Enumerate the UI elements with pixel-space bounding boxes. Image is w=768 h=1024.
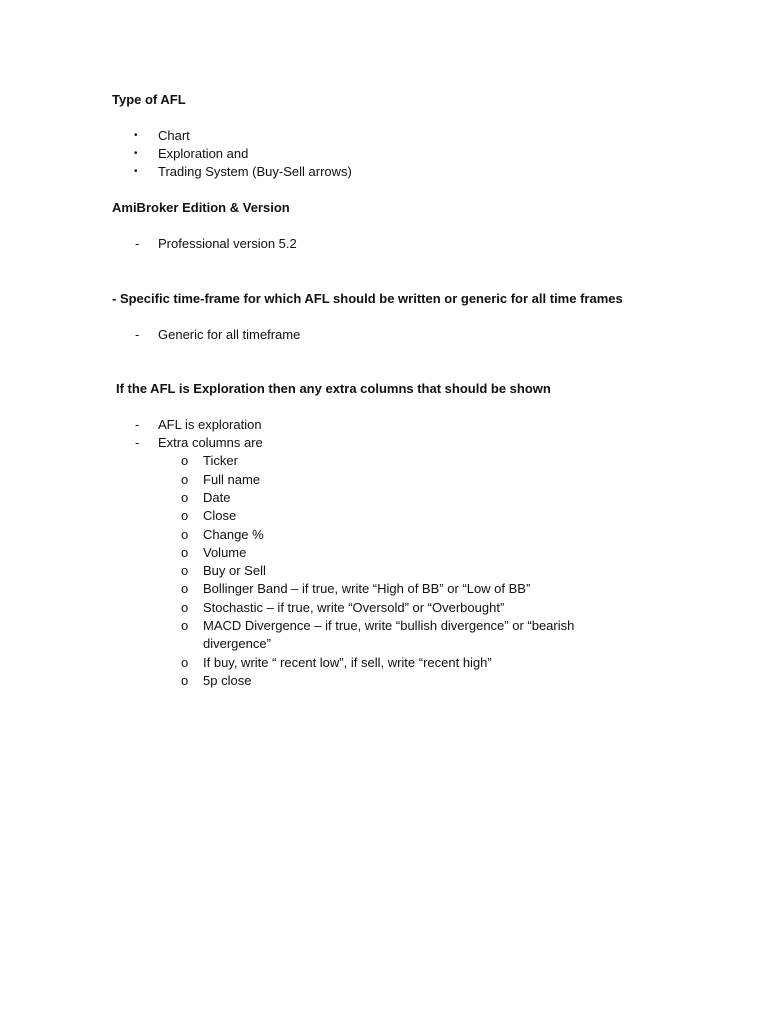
column-item-text: Bollinger Band – if true, write “High of BB” or “Low of BB” <box>203 581 531 596</box>
bullet-icon: • <box>134 148 138 159</box>
circle-bullet-icon: o <box>181 673 189 688</box>
list-item-text: Exploration and <box>158 146 249 161</box>
column-item-text: Volume <box>203 545 247 560</box>
column-item-text: Buy or Sell <box>203 563 266 578</box>
dash-icon: - <box>135 417 140 432</box>
dash-icon: - <box>135 327 140 342</box>
circle-bullet-icon: o <box>181 490 189 505</box>
column-item-text: If buy, write “ recent low”, if sell, write “recent high” <box>203 655 492 670</box>
circle-bullet-icon: o <box>181 618 189 633</box>
dash-icon: - <box>135 435 140 450</box>
list-item-text: AFL is exploration <box>158 417 262 432</box>
bullet-icon: • <box>134 166 138 177</box>
list-item-text: Extra columns are <box>158 435 263 450</box>
column-item-text: MACD Divergence – if true, write “bullish divergence” or “bearish divergence” <box>203 618 575 651</box>
column-item-text: Close <box>203 508 237 523</box>
column-item-text: 5p close <box>203 673 252 688</box>
circle-bullet-icon: o <box>181 600 189 615</box>
column-item-text: Stochastic – if true, write “Oversold” or “Overbought” <box>203 600 505 615</box>
column-item-text: Full name <box>203 472 261 487</box>
column-item-text: Date <box>203 490 231 505</box>
circle-bullet-icon: o <box>181 472 189 487</box>
edition-heading: AmiBroker Edition & Version <box>112 200 290 215</box>
type-of-afl-heading: Type of AFL <box>112 92 186 107</box>
circle-bullet-icon: o <box>181 581 189 596</box>
circle-bullet-icon: o <box>181 527 189 542</box>
list-item-text: Chart <box>158 128 190 143</box>
circle-bullet-icon: o <box>181 563 189 578</box>
circle-bullet-icon: o <box>181 453 189 468</box>
column-item-text: Ticker <box>203 453 238 468</box>
column-item-text: Change % <box>203 527 264 542</box>
dash-icon: - <box>135 236 140 251</box>
list-item-text: Trading System (Buy-Sell arrows) <box>158 164 352 179</box>
bullet-icon: • <box>134 130 138 141</box>
list-item-text: Professional version 5.2 <box>158 236 297 251</box>
exploration-heading: If the AFL is Exploration then any extra columns that should be shown <box>116 381 551 396</box>
list-item-text: Generic for all timeframe <box>158 327 301 342</box>
circle-bullet-icon: o <box>181 655 189 670</box>
circle-bullet-icon: o <box>181 508 189 523</box>
timeframe-heading: - Specific time-frame for which AFL should be written or generic for all time frames <box>112 291 623 306</box>
circle-bullet-icon: o <box>181 545 189 560</box>
